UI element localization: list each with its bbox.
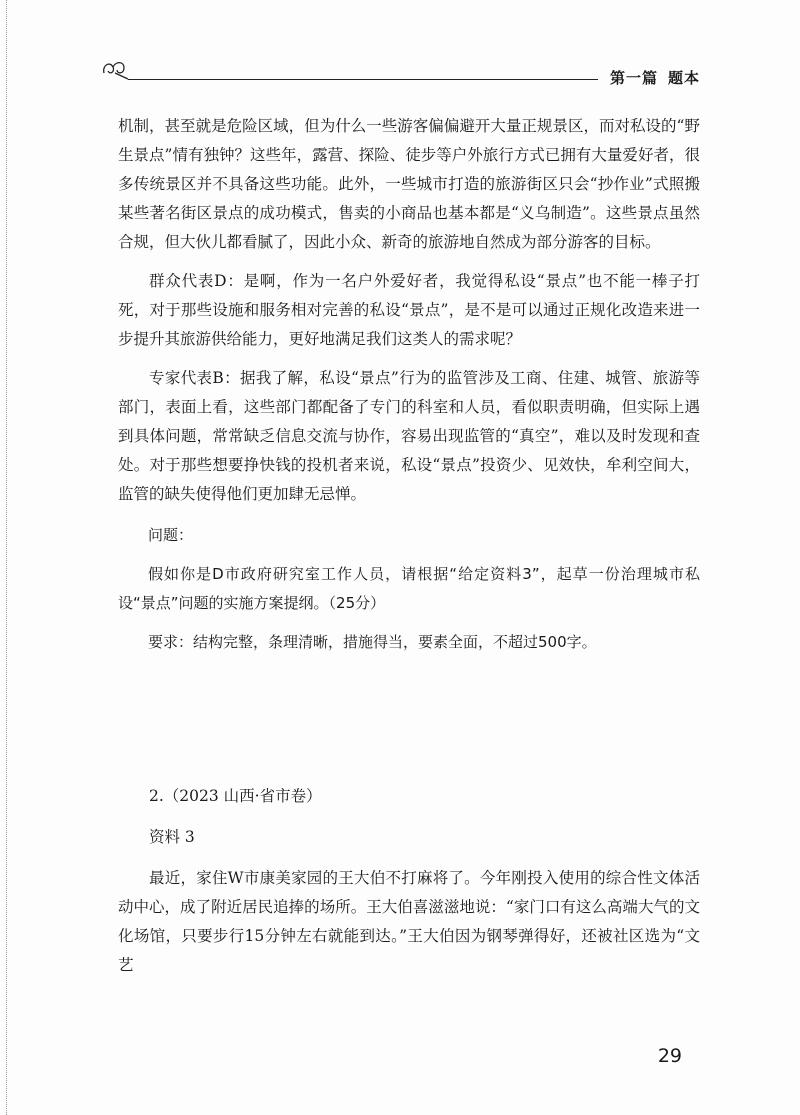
paragraph-continued: 机制，甚至就是危险区域，但为什么一些游客偏偏避开大量正规景区，而对私设的“野生景点”情有独钟？这些年，露营、探险、徒步等户外旅行方式已拥有大量爱好者，很多传统景区并不具备这些功能。此外，一些城市打造的旅游街区只会“抄作业”式照搬某些著名街区景点的成功模式，售卖的小商品也基本都是“义乌制造”。这些景点虽然合规，但大伙儿都看腻了，因此小众、新奇的旅游地自然成为部分游客的目标。 [118,117,700,251]
paragraph-public-rep-d: 群众代表D：是啊，作为一名户外爱好者，我觉得私设“景点”也不能一棒子打死，对于那些设施和服务相对完善的私设“景点”，是不是可以通过正规化改造来进一步提升其旅游供给能力，更好地满足我们这类人的需求呢？ [118,272,700,348]
page-number: 29 [657,1045,682,1067]
section-title-main: 第一篇 [609,69,658,87]
binding-edge [6,0,7,1115]
question-text: 假如你是D市政府研究室工作人员，请根据“给定资料3”，起草一份治理城市私设“景点”问题的实施方案提纲。（25分） [118,565,700,612]
item-2-label: 2.（2023 山西·省市卷） [149,787,322,805]
requirement-text: 要求：结构完整，条理清晰，措施得当，要素全面，不超过500字。 [148,633,597,651]
question-label: 问题： [148,526,194,544]
page-content [118,112,700,980]
flourish-icon [100,55,130,85]
paragraph-expert-rep-b: 专家代表B：据我了解，私设“景点”行为的监管涉及工商、住建、城管、旅游等部门，表面上看，这些部门都配备了专门的科室和人员，看似职责明确，但实际上遇到具体问题，常常缺乏信息交流与协作，容易出现监管的“真空”，难以及时发现和查处。对于那些想要挣快钱的投机者来说，私设“景点”投资少、见效快，牟利空间大，监管的缺失使得他们更加肆无忌惮。 [118,369,700,503]
material-label: 资料 3 [149,828,195,846]
section-title [610,67,700,88]
section-title-sub: 题本 [667,69,700,87]
page-header [100,55,700,95]
paragraph-material-3: 最近，家住W市康美家园的王大伯不打麻将了。今年刚投入使用的综合性文体活动中心，成了附近居民追捧的场所。王大伯喜滋滋地说：“家门口有这么高端大气的文化场馆，只要步行15分钟左右就能到达。”王大伯因为钢琴弹得好，还被社区选为“文艺 [118,869,700,974]
header-rule [128,79,598,80]
